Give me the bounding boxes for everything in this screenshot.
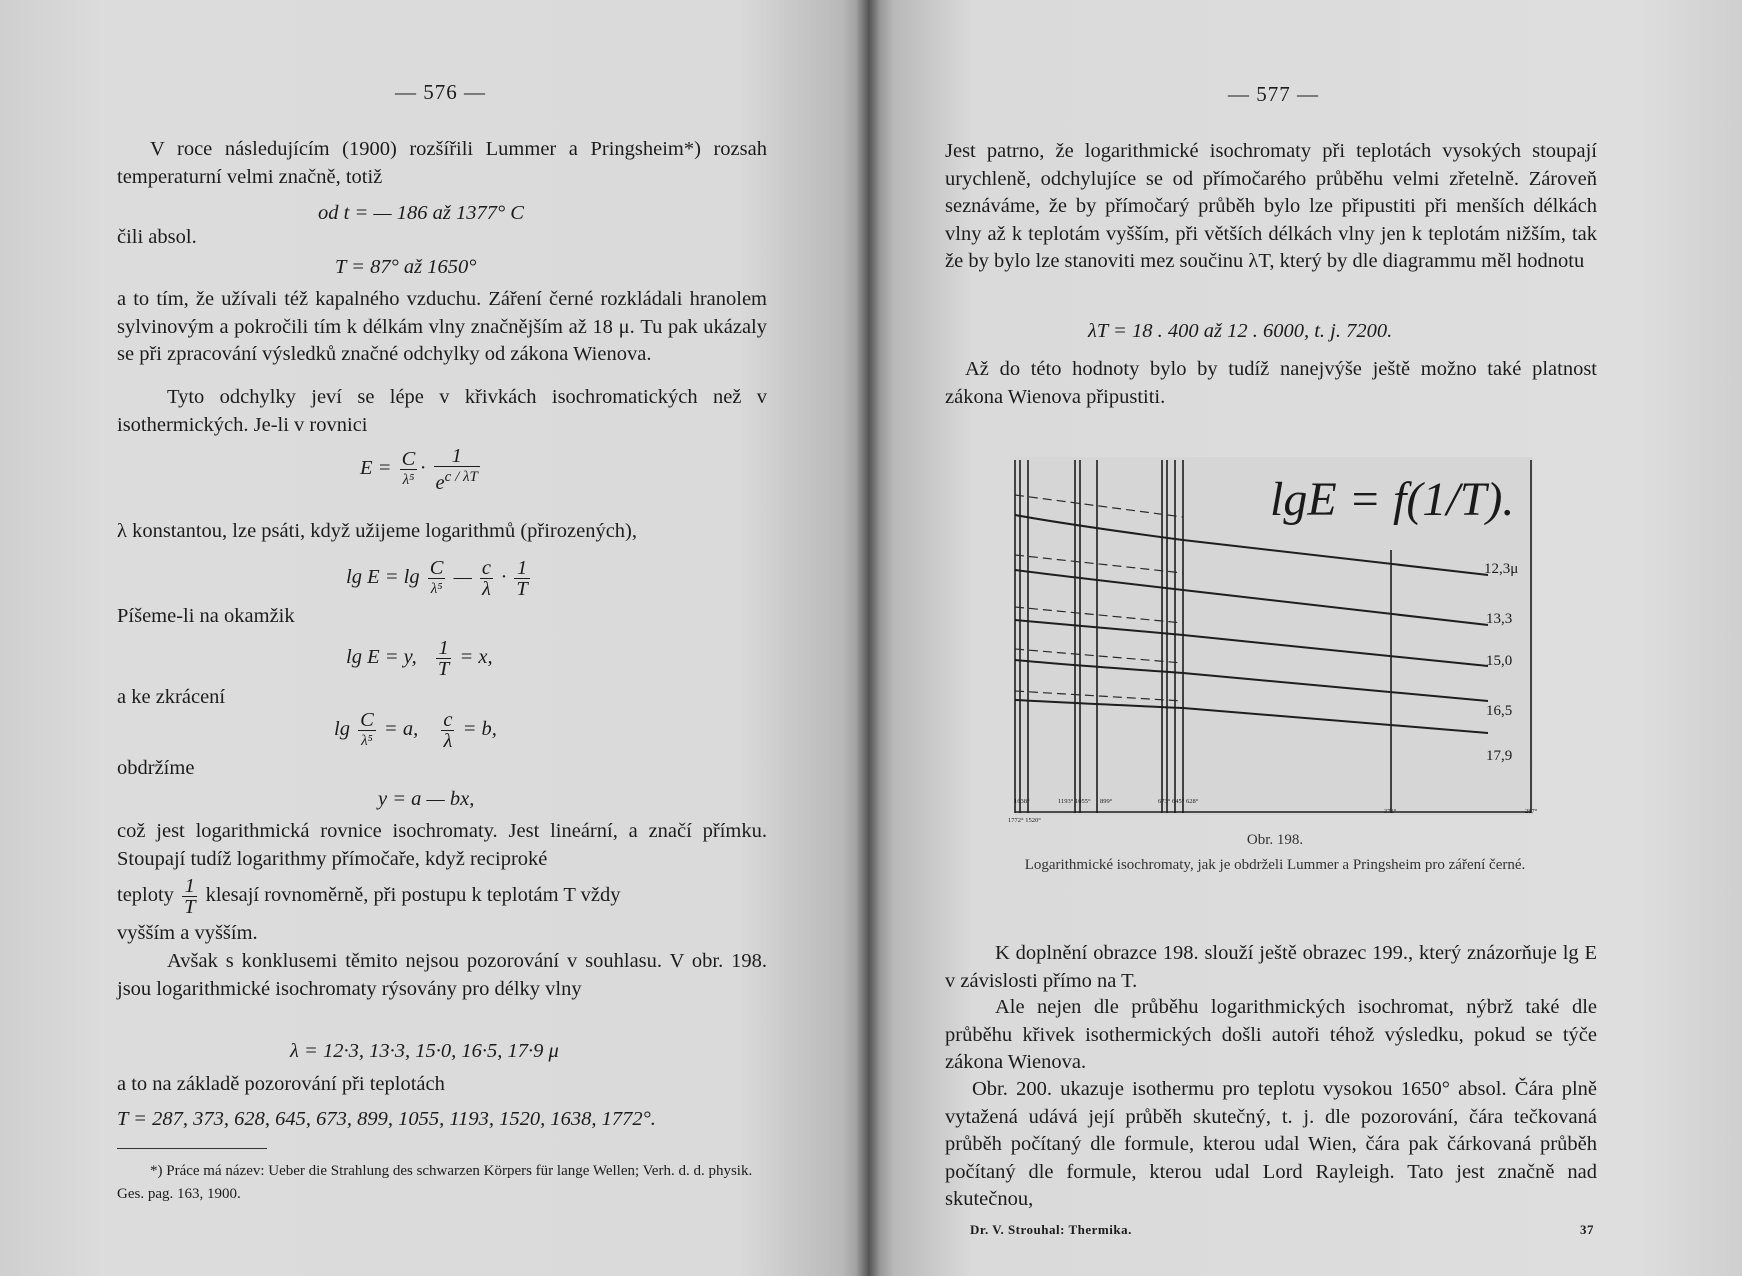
axis-tick-label: 373° xyxy=(1384,808,1397,815)
figure-caption-text: Logarithmické isochromaty, jak je obdrželi Lummer a Pringsheim pro záření černé. xyxy=(1024,857,1526,873)
frac-num: 1 xyxy=(436,638,451,659)
frac-num: 1 xyxy=(182,876,197,897)
paragraph-r2: Až do této hodnoty bylo by tudíž nanejvýše ještě možno také platnost zákona Wienova připustiti. xyxy=(945,358,1597,408)
axis-tick-label: 1638° xyxy=(1014,798,1030,805)
equation-lambda-T: λT = 18 . 400 až 12 . 6000, t. j. 7200. xyxy=(1088,320,1393,342)
text-obdrzime: obdržíme xyxy=(117,757,195,779)
footer-signature: 37 xyxy=(1580,1222,1594,1237)
text-cili-absol: čili absol. xyxy=(117,226,197,248)
curve-label-15-0: 15,0 xyxy=(1486,653,1513,669)
teploty-rest: klesají rovnoměrně, při postupu k teplotám T vždy xyxy=(205,884,621,907)
paragraph-3: Tyto odchylky jeví se lépe v křivkách isochromatických než v isothermických. Je-li v rovnici xyxy=(117,386,767,436)
curve-label-12-3: 12,3μ xyxy=(1484,561,1519,577)
frac-den: T xyxy=(516,578,528,600)
frac-num: c xyxy=(443,709,453,731)
curve-label-13-3: 13,3 xyxy=(1486,611,1513,627)
paragraph-5-end: vyšším a vyšším. xyxy=(117,922,258,944)
page-number-left: — 576 — xyxy=(395,80,486,104)
paragraph-5: což jest logarithmická rovnice isochromaty. Jest lineární, a značí přímku. Stoupají tudíž logarithmy přímočaře, když reciproké xyxy=(117,820,767,870)
frac-den: λ⁵ xyxy=(430,581,443,597)
fraction-C-over-lambda5 xyxy=(358,710,376,751)
equation-lambda-list: λ = 12·3, 13·3, 15·0, 16·5, 17·9 μ xyxy=(290,1040,559,1062)
paragraph-1: V roce následujícím (1900) rozšířili Lummer a Pringsheim*) rozsah temperaturní velmi značně, totiž xyxy=(117,138,767,188)
frac-den: T xyxy=(437,658,450,680)
frac-den: λ xyxy=(482,578,491,600)
equation-a-b xyxy=(334,710,497,751)
eq-y-lhs: lg E = y, xyxy=(346,646,417,669)
curve-label-16-5: 16,5 xyxy=(1486,703,1513,719)
eq-y-rhs: = x, xyxy=(459,646,493,669)
equation-y-x xyxy=(346,638,493,679)
figure-formula: lgE = f(1/T). xyxy=(1270,473,1515,526)
frac-den xyxy=(434,467,480,493)
paragraph-7: a to na základě pozorování při teplotách xyxy=(117,1073,445,1095)
equation-T-list: T = 287, 373, 628, 645, 673, 899, 1055, 1193, 1520, 1638, 1772°. xyxy=(117,1108,656,1130)
frac-num: c xyxy=(481,557,492,579)
frac-num: C xyxy=(360,709,374,731)
axis-tick-label: 899° xyxy=(1100,798,1113,805)
equation-lg xyxy=(346,558,533,599)
footer-author: Dr. V. Strouhal: Thermika. xyxy=(970,1222,1132,1237)
frac-den: λ xyxy=(443,730,453,752)
frac-den: λ⁵ xyxy=(361,733,373,749)
axis-tick-label: 1772° 1520° xyxy=(1008,817,1041,824)
minus-sign: — xyxy=(453,566,472,589)
paragraph-r5: Obr. 200. ukazuje isothermu pro teplotu vysokou 1650° absol. Čára plně vytažená udává její průběh skutečný, t. j. dle pozorování, čára tečkovaná průběh počítaný dle formule, kterou udal Wien, čára pak čárkovaná průběh počítaný dle formule, kterou udal Lord Rayleigh. Tato jest značně nad skutečnou, xyxy=(945,1078,1597,1210)
frac-num: C xyxy=(401,447,416,470)
book-gutter xyxy=(856,0,880,1276)
eq-E-lhs: E = xyxy=(360,457,392,480)
page-number-right: — 577 — xyxy=(1228,82,1319,106)
eq-b-rhs: = b, xyxy=(462,718,497,741)
fraction-1-over-T xyxy=(436,638,451,679)
paragraph-6: Avšak s konklusemi těmito nejsou pozorování v souhlasu. V obr. 198. jsou logarithmické isochromaty rýsovány pro délky vlny xyxy=(117,950,767,1000)
paragraph-r3: K doplnění obrazce 198. slouží ještě obrazec 199., který znázorňuje lg E v závislosti přímo na T. xyxy=(945,942,1597,992)
fraction-1-over-exp xyxy=(434,446,480,493)
eq-a-rhs: = a, xyxy=(383,718,419,741)
fraction-c-over-lambda xyxy=(441,710,454,751)
axis-tick-label: 673° 645° 628° xyxy=(1158,798,1199,805)
fraction-C-over-lambda5 xyxy=(428,558,446,599)
frac-num: 1 xyxy=(514,558,529,579)
paragraph-4: λ konstantou, lze psáti, když užijeme logarithmů (přirozených), xyxy=(117,520,638,542)
text-zkraceni: a ke zkrácení xyxy=(117,686,226,708)
paragraph-5-teploty xyxy=(117,876,620,917)
footnote-rule xyxy=(117,1148,267,1149)
curve-label-17-9: 17,9 xyxy=(1486,748,1513,764)
figure-caption-number: Obr. 198. xyxy=(1246,832,1304,848)
frac-num: C xyxy=(429,557,444,579)
axis-tick-label: 1193° 1055° xyxy=(1058,798,1091,805)
equation-E: E = $\frac{C}{\text{λ⁵}}$ · $\frac{1}{e^{c / \lambda T}}$ xyxy=(360,445,478,494)
teploty-label: teploty xyxy=(117,884,174,907)
fraction-C-over-lambda5 xyxy=(400,449,418,490)
eq-a-lg: lg xyxy=(334,718,350,741)
frac-den: T xyxy=(184,896,196,918)
axis-tick-label: 287° xyxy=(1525,808,1538,815)
frac-den: λ⁵ xyxy=(402,471,415,488)
paragraph-r1: Jest patrno, že logarithmické isochromaty při teplotách vysokých stoupají urychleně, odchylujíce se od přímočarého průběhu velmi zřetelně. Zároveň seznáváme, že by přímočarý průběh bylo lze připustiti při menších délkách vlny až k teplotám vyšším, při větších délkách vlny jen k teplotám nižším, tak že by bylo lze stanoviti mez součinu λT, který by dle diagrammu měl hodnotu xyxy=(945,140,1597,272)
dot-operator: · xyxy=(501,566,507,589)
fraction-1-over-T xyxy=(514,558,529,599)
paragraph-2: a to tím, že užívali též kapalného vzduchu. Záření černé rozkládali hranolem sylvinovým a pokročili tím k délkám vlny značnějším až 18 μ. Tu pak ukázaly se při zpracování výsledků značné odchylky od zákona Wienova. xyxy=(117,288,767,365)
equation-T-range: T = 87° až 1650° xyxy=(335,256,477,278)
eq-lg-lhs: lg E = lg xyxy=(346,566,420,589)
figure-isochromaty xyxy=(1000,455,1545,825)
paragraph-r4: Ale nejen dle průběhu logarithmických isochromat, nýbrž také dle průběhu křivek isothermických došli autoři téhož výsledku, pokud se týče zákona Wienova. xyxy=(945,996,1597,1073)
equation-t-range: od t = — 186 až 1377° C xyxy=(318,202,524,224)
equation-linear: y = a — bx, xyxy=(378,788,475,810)
exp-base: e xyxy=(435,471,445,494)
frac-num: 1 xyxy=(434,446,480,467)
exp-power: c / λT xyxy=(444,469,478,485)
footnote: *) Práce má název: Ueber die Strahlung des schwarzen Körpers für lange Wellen; Verh. d. d. physik. Ges. pag. 163, 1900. xyxy=(117,1163,753,1202)
fraction-c-over-lambda xyxy=(480,558,493,599)
fraction-1-over-T xyxy=(182,876,197,917)
text-piseme: Píšeme-li na okamžik xyxy=(117,605,295,627)
